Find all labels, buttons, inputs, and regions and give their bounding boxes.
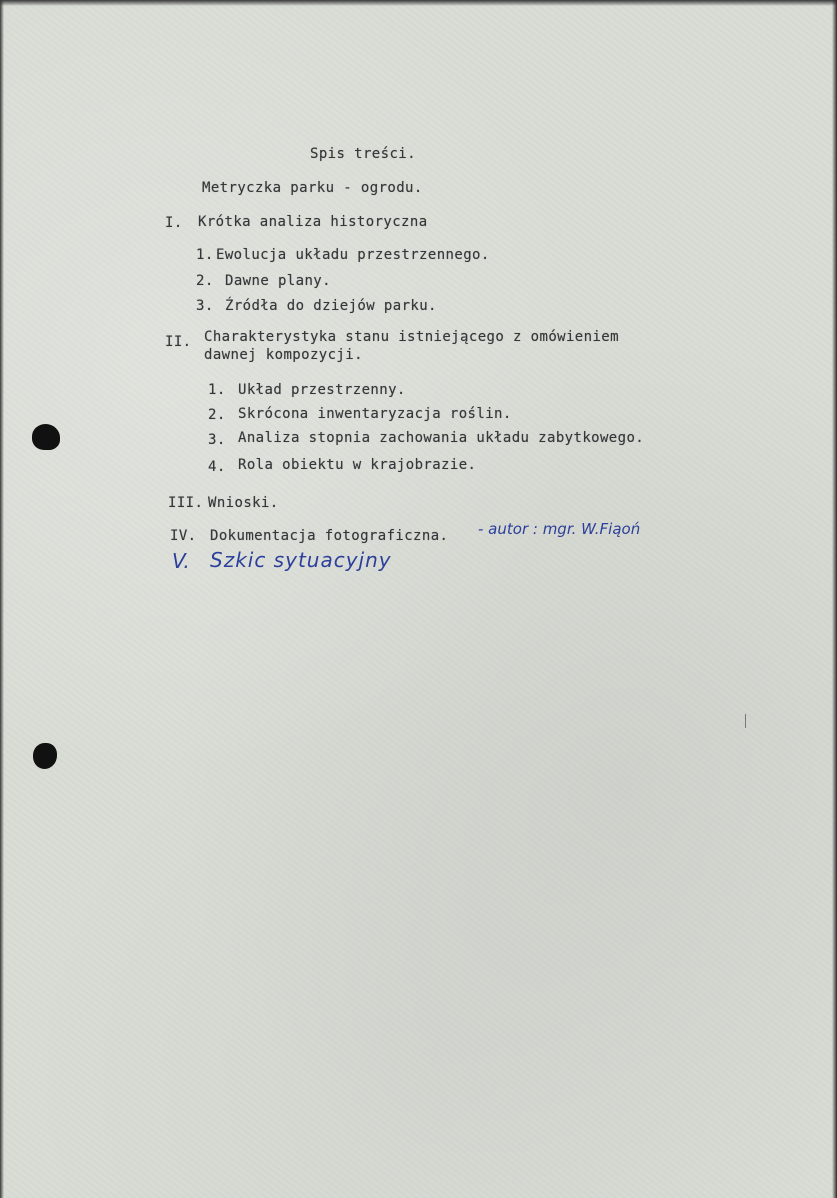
section-1-number: I. [165, 215, 183, 231]
scan-edge-left [0, 0, 4, 1198]
section-1-item-1-number: 1. [196, 247, 214, 263]
punch-hole-lower [33, 743, 57, 769]
section-5-title: Szkic sytuacyjny [210, 548, 392, 572]
section-1-item-3-text: Źródła do dziejów parku. [225, 298, 437, 314]
section-2-title-line-1: Charakterystyka stanu istniejącego z omówieniem [204, 329, 619, 345]
section-4-number: IV. [170, 528, 197, 544]
section-3-number: III. [168, 495, 204, 511]
punch-hole-upper [32, 424, 60, 450]
section-5-number: V. [172, 549, 190, 573]
scan-edge-right [832, 0, 837, 1198]
section-2-item-4-number: 4. [208, 459, 226, 475]
handwritten-author-note: - autor : mgr. W.Fiąoń [478, 520, 641, 538]
section-1-item-3-number: 3. [196, 298, 214, 314]
section-1-title: Krótka analiza historyczna [198, 214, 428, 230]
section-2-number: II. [165, 334, 192, 350]
section-2-item-2-number: 2. [208, 407, 226, 423]
section-2-item-3-text: Analiza stopnia zachowania układu zabytkowego. [238, 430, 645, 446]
section-4-title: Dokumentacja fotograficzna. [210, 528, 449, 544]
section-1-item-2-text: Dawne plany. [225, 273, 331, 289]
section-1-item-2-number: 2. [196, 273, 214, 289]
section-3-title: Wnioski. [208, 495, 279, 511]
document-title: Spis treści. [310, 146, 416, 162]
section-2-item-2-text: Skrócona inwentaryzacja roślin. [238, 406, 512, 422]
section-2-item-3-number: 3. [208, 432, 226, 448]
section-2-item-1-number: 1. [208, 382, 226, 398]
intro-line: Metryczka parku - ogrodu. [202, 180, 423, 196]
section-2-title-line-2: dawnej kompozycji. [204, 347, 363, 363]
section-2-item-4-text: Rola obiektu w krajobrazie. [238, 457, 477, 473]
scan-speck [745, 714, 746, 728]
section-1-item-1-text: Ewolucja układu przestrzennego. [216, 247, 490, 263]
scan-edge-top [0, 0, 837, 6]
section-2-item-1-text: Układ przestrzenny. [238, 382, 406, 398]
